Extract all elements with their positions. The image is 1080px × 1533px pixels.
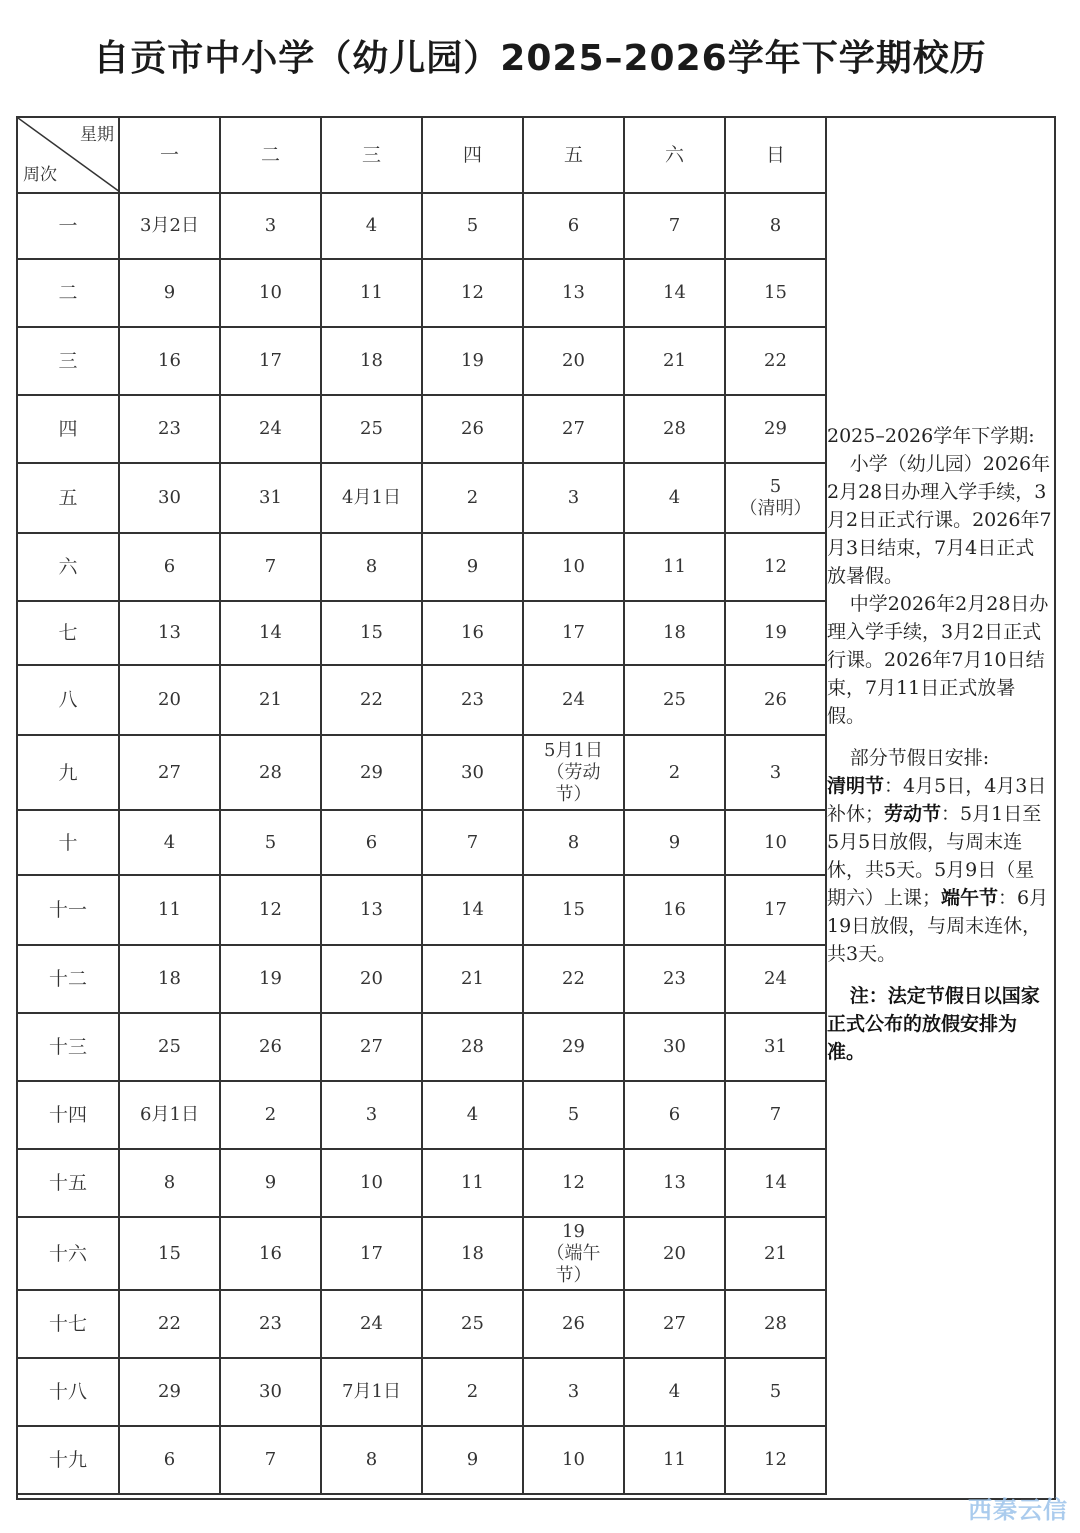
date-cell: 4 <box>321 193 422 259</box>
date-cell: 10 <box>321 1149 422 1217</box>
date-cell: 29 <box>523 1013 624 1081</box>
duanwu-label: 端午节 <box>941 887 999 909</box>
day-header-tue: 二 <box>220 117 321 193</box>
date-cell: 9 <box>624 810 725 875</box>
date-cell: 10 <box>220 259 321 327</box>
date-cell: 5 <box>220 810 321 875</box>
week-row <box>17 1358 826 1426</box>
week-number-cell: 八 <box>17 665 119 735</box>
week-row <box>17 1013 826 1081</box>
date-cell: 3 <box>725 735 826 810</box>
corner-cell <box>17 117 119 193</box>
date-cell: 3 <box>523 463 624 533</box>
week-number-cell: 五 <box>17 463 119 533</box>
date-cell: 20 <box>119 665 220 735</box>
date-cell: 18 <box>119 945 220 1013</box>
date-cell: 10 <box>523 1426 624 1494</box>
date-cell: 18 <box>624 601 725 665</box>
date-cell: 30 <box>422 735 523 810</box>
corner-label-week: 周次 <box>23 165 57 185</box>
date-cell: 28 <box>725 1290 826 1358</box>
labor-day-text: ：5月1日至5月5日放假，与周末连休，共5天。5月9日（星期六）上课； <box>827 803 1042 909</box>
date-cell: 13 <box>624 1149 725 1217</box>
date-cell: 9 <box>422 1426 523 1494</box>
week-number-cell: 十九 <box>17 1426 119 1494</box>
date-cell: 15 <box>119 1217 220 1290</box>
date-cell: 17 <box>725 875 826 945</box>
week-row <box>17 327 826 395</box>
date-cell: 2 <box>422 463 523 533</box>
date-cell: 16 <box>220 1217 321 1290</box>
date-cell: 7 <box>220 1426 321 1494</box>
date-cell: 23 <box>624 945 725 1013</box>
date-cell: 30 <box>220 1358 321 1426</box>
middle-school-note: 中学2026年2月28日办理入学手续，3月2日正式行课。2026年7月10日结束，7月11日正式放暑假。 <box>827 593 1049 727</box>
date-cell: 25 <box>119 1013 220 1081</box>
date-cell: 20 <box>523 327 624 395</box>
date-cell: 6 <box>119 533 220 601</box>
date-cell: 5 <box>422 193 523 259</box>
date-cell: 27 <box>119 735 220 810</box>
primary-school-note: 小学（幼儿园）2026年2月28日办理入学手续，3月2日正式行课。2026年7月3日结束，7月4日正式放暑假。 <box>827 453 1052 587</box>
date-cell: 9 <box>220 1149 321 1217</box>
date-cell: 21 <box>220 665 321 735</box>
week-row <box>17 945 826 1013</box>
date-cell: 6 <box>624 1081 725 1149</box>
date-cell: 11 <box>422 1149 523 1217</box>
week-row <box>17 810 826 875</box>
date-cell: 18 <box>422 1217 523 1290</box>
date-cell: 8 <box>321 533 422 601</box>
day-header-sat: 六 <box>624 117 725 193</box>
date-cell: 24 <box>725 945 826 1013</box>
date-cell: 27 <box>523 395 624 463</box>
week-row <box>17 395 826 463</box>
date-cell: 11 <box>624 1426 725 1494</box>
day-header-sun: 日 <box>725 117 826 193</box>
date-cell: 14 <box>624 259 725 327</box>
date-cell: 8 <box>321 1426 422 1494</box>
holiday-heading: 部分节假日安排: <box>849 747 990 769</box>
date-cell: 6月1日 <box>119 1081 220 1149</box>
date-cell: 22 <box>119 1290 220 1358</box>
week-number-cell: 十二 <box>17 945 119 1013</box>
date-cell: 27 <box>624 1290 725 1358</box>
remark <box>827 982 1053 1066</box>
week-number-cell: 七 <box>17 601 119 665</box>
labor-day-label: 劳动节 <box>884 803 942 825</box>
week-number-cell: 一 <box>17 193 119 259</box>
date-cell: 20 <box>624 1217 725 1290</box>
date-cell: 9 <box>119 259 220 327</box>
date-cell: 19 <box>220 945 321 1013</box>
date-cell: 16 <box>624 875 725 945</box>
date-cell: 26 <box>725 665 826 735</box>
date-cell: 19 <box>422 327 523 395</box>
date-cell: 23 <box>220 1290 321 1358</box>
date-cell: 5 <box>523 1081 624 1149</box>
date-cell: 12 <box>725 533 826 601</box>
date-cell: 4 <box>624 463 725 533</box>
week-row <box>17 259 826 327</box>
date-cell: 29 <box>321 735 422 810</box>
date-cell: 16 <box>422 601 523 665</box>
date-cell: 3 <box>220 193 321 259</box>
date-cell: 13 <box>523 259 624 327</box>
date-cell: 29 <box>725 395 826 463</box>
date-cell: 2 <box>624 735 725 810</box>
holiday-arrangements <box>827 772 1053 968</box>
week-row <box>17 533 826 601</box>
date-cell: 21 <box>422 945 523 1013</box>
day-header-thu: 四 <box>422 117 523 193</box>
date-cell: 8 <box>725 193 826 259</box>
qingming-text: ：4月5日，4月3日补休； <box>827 775 1047 825</box>
week-row <box>17 735 826 810</box>
week-row <box>17 193 826 259</box>
date-cell: 28 <box>624 395 725 463</box>
date-cell: 31 <box>725 1013 826 1081</box>
week-number-cell: 十三 <box>17 1013 119 1081</box>
date-cell: 15 <box>725 259 826 327</box>
week-row <box>17 1290 826 1358</box>
date-cell: 21 <box>624 327 725 395</box>
date-cell: 26 <box>220 1013 321 1081</box>
day-header-wed: 三 <box>321 117 422 193</box>
week-number-cell: 十五 <box>17 1149 119 1217</box>
date-cell: 4 <box>119 810 220 875</box>
date-cell: 16 <box>119 327 220 395</box>
qingming-label: 清明节 <box>827 775 885 797</box>
date-cell: 5 <box>725 1358 826 1426</box>
week-row <box>17 1081 826 1149</box>
date-cell: 14 <box>422 875 523 945</box>
calendar-table <box>16 116 827 1495</box>
date-cell: 29 <box>119 1358 220 1426</box>
week-number-cell: 六 <box>17 533 119 601</box>
date-cell: 30 <box>119 463 220 533</box>
week-number-cell: 四 <box>17 395 119 463</box>
date-cell: 3月2日 <box>119 193 220 259</box>
date-cell: 26 <box>523 1290 624 1358</box>
week-number-cell: 十 <box>17 810 119 875</box>
date-cell: 5 （清明） <box>725 463 826 533</box>
date-cell: 26 <box>422 395 523 463</box>
week-row <box>17 875 826 945</box>
date-cell: 17 <box>220 327 321 395</box>
remark-text: 注：法定节假日以国家正式公布的放假安排为准。 <box>827 985 1040 1063</box>
date-cell: 27 <box>321 1013 422 1081</box>
date-cell: 7 <box>725 1081 826 1149</box>
date-cell: 17 <box>321 1217 422 1290</box>
date-cell: 28 <box>220 735 321 810</box>
week-row <box>17 665 826 735</box>
date-cell: 10 <box>725 810 826 875</box>
date-cell: 17 <box>523 601 624 665</box>
date-cell: 2 <box>422 1358 523 1426</box>
date-cell: 22 <box>321 665 422 735</box>
date-cell: 22 <box>523 945 624 1013</box>
page-title: 自贡市中小学（幼儿园）2025–2026学年下学期校历 <box>93 38 987 79</box>
date-cell: 25 <box>624 665 725 735</box>
week-row <box>17 1426 826 1494</box>
date-cell: 12 <box>422 259 523 327</box>
date-cell: 7 <box>422 810 523 875</box>
week-number-cell: 九 <box>17 735 119 810</box>
date-cell: 21 <box>725 1217 826 1290</box>
date-cell: 25 <box>422 1290 523 1358</box>
week-number-cell: 十七 <box>17 1290 119 1358</box>
date-cell: 15 <box>523 875 624 945</box>
week-row <box>17 1149 826 1217</box>
week-number-cell: 十四 <box>17 1081 119 1149</box>
date-cell: 28 <box>422 1013 523 1081</box>
date-cell: 4月1日 <box>321 463 422 533</box>
date-cell: 8 <box>119 1149 220 1217</box>
week-number-cell: 三 <box>17 327 119 395</box>
date-cell: 9 <box>422 533 523 601</box>
week-number-cell: 十六 <box>17 1217 119 1290</box>
date-cell: 11 <box>119 875 220 945</box>
week-row <box>17 601 826 665</box>
date-cell: 4 <box>624 1358 725 1426</box>
date-cell: 15 <box>321 601 422 665</box>
date-cell: 14 <box>725 1149 826 1217</box>
date-cell: 7月1日 <box>321 1358 422 1426</box>
date-cell: 12 <box>220 875 321 945</box>
date-cell: 31 <box>220 463 321 533</box>
date-cell: 6 <box>321 810 422 875</box>
date-cell: 2 <box>220 1081 321 1149</box>
date-cell: 19 （端午 节） <box>523 1217 624 1290</box>
term-heading: 2025–2026学年下学期: <box>827 425 1035 447</box>
date-cell: 5月1日 （劳动 节） <box>523 735 624 810</box>
week-number-cell: 十一 <box>17 875 119 945</box>
date-cell: 19 <box>725 601 826 665</box>
date-cell: 3 <box>523 1358 624 1426</box>
date-cell: 7 <box>220 533 321 601</box>
week-number-cell: 十八 <box>17 1358 119 1426</box>
semester-notes <box>827 422 1053 1066</box>
week-row <box>17 1217 826 1290</box>
date-cell: 30 <box>624 1013 725 1081</box>
date-cell: 24 <box>523 665 624 735</box>
day-header-fri: 五 <box>523 117 624 193</box>
date-cell: 24 <box>220 395 321 463</box>
header-row <box>17 117 826 193</box>
date-cell: 23 <box>119 395 220 463</box>
date-cell: 18 <box>321 327 422 395</box>
date-cell: 23 <box>422 665 523 735</box>
watermark-logo: 西秦云信 <box>968 1496 1068 1524</box>
calendar-body <box>17 117 826 1494</box>
date-cell: 11 <box>321 259 422 327</box>
date-cell: 8 <box>523 810 624 875</box>
date-cell: 4 <box>422 1081 523 1149</box>
date-cell: 6 <box>119 1426 220 1494</box>
date-cell: 11 <box>624 533 725 601</box>
date-cell: 13 <box>321 875 422 945</box>
date-cell: 22 <box>725 327 826 395</box>
date-cell: 14 <box>220 601 321 665</box>
week-row <box>17 463 826 533</box>
date-cell: 20 <box>321 945 422 1013</box>
date-cell: 25 <box>321 395 422 463</box>
date-cell: 12 <box>725 1426 826 1494</box>
corner-label-weekday: 星期 <box>80 125 114 145</box>
date-cell: 24 <box>321 1290 422 1358</box>
date-cell: 12 <box>523 1149 624 1217</box>
week-number-cell: 二 <box>17 259 119 327</box>
date-cell: 6 <box>523 193 624 259</box>
date-cell: 3 <box>321 1081 422 1149</box>
date-cell: 7 <box>624 193 725 259</box>
duanwu-text: ：6月19日放假，与周末连休，共3天。 <box>827 887 1049 965</box>
day-header-mon: 一 <box>119 117 220 193</box>
date-cell: 10 <box>523 533 624 601</box>
date-cell: 13 <box>119 601 220 665</box>
